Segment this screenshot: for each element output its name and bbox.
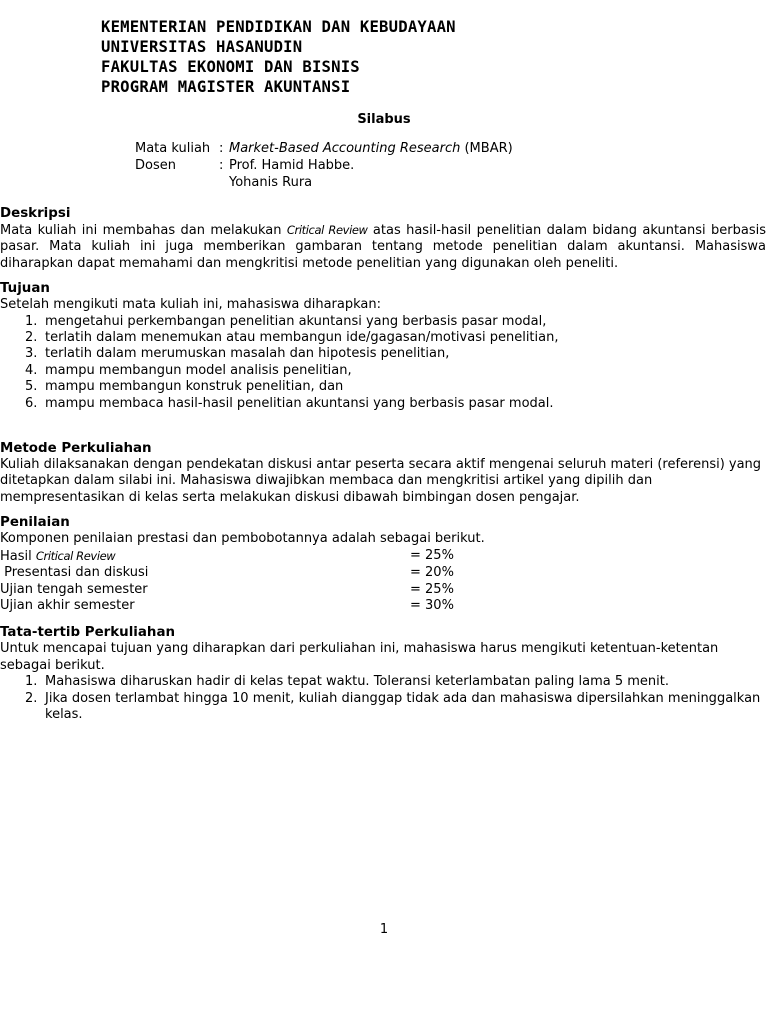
- lecturer-separator: :: [219, 158, 224, 173]
- penilaian-intro: Komponen penilaian prestasi dan pembobotannya adalah sebagai berikut.: [0, 531, 485, 547]
- list-text: Jika dosen terlambat hingga 10 menit, kuliah dianggap tidak ada dan mahasiswa dipersilahkan meninggalkan kelas.: [45, 690, 761, 722]
- list-item: [0, 346, 766, 362]
- grading-row: [0, 565, 766, 581]
- list-number: 2.: [25, 690, 38, 706]
- tujuan-intro: Setelah mengikuti mata kuliah ini, mahasiswa diharapkan:: [0, 297, 381, 313]
- list-text: terlatih dalam merumuskan masalah dan hipotesis penelitian,: [45, 346, 450, 362]
- header-line-program: PROGRAM MAGISTER AKUNTANSI: [101, 78, 351, 96]
- header-line-ministry: KEMENTERIAN PENDIDIKAN DAN KEBUDAYAAN: [101, 18, 456, 36]
- list-number: 4.: [25, 362, 38, 378]
- list-number: 6.: [25, 395, 38, 411]
- grading-weight: = 25%: [410, 581, 454, 597]
- document-body: [0, 205, 766, 723]
- tata-tertib-list: [0, 674, 766, 723]
- institution-header: [101, 17, 456, 97]
- course-code: (MBAR): [464, 141, 513, 156]
- course-label: Mata kuliah: [135, 141, 211, 156]
- deskripsi-paragraph: [0, 222, 766, 272]
- list-item: [0, 330, 766, 346]
- list-number: 5.: [25, 379, 38, 395]
- list-item: [0, 691, 766, 724]
- section-heading-tata-tertib: Tata-tertib Perkuliahan: [0, 625, 176, 641]
- course-value: [229, 140, 513, 157]
- grading-weight: = 30%: [410, 597, 454, 613]
- grading-label: Ujian akhir semester: [0, 597, 135, 613]
- deskripsi-critical-review: Critical Review: [286, 223, 368, 237]
- lecturer-label: Dosen: [135, 158, 176, 173]
- grading-label: [0, 548, 410, 565]
- grading-row: [0, 548, 766, 565]
- document-title: Silabus: [357, 112, 411, 127]
- course-name: Market-Based Accounting Research: [229, 141, 461, 156]
- grading-row: [0, 582, 766, 598]
- tujuan-list: [0, 314, 766, 412]
- section-heading-metode: Metode Perkuliahan: [0, 441, 152, 457]
- list-number: 1.: [25, 313, 38, 329]
- list-item: [0, 363, 766, 379]
- lecturer-name-1: Prof. Hamid Habbe.: [229, 158, 355, 173]
- deskripsi-text-start: Mata kuliah ini membahas dan melakukan: [0, 223, 287, 238]
- metode-paragraph: Kuliah dilaksanakan dengan pendekatan diskusi antar peserta secara aktif mengenai seluruh materi (referensi) yang ditetapkan dalam silabi ini. Mahasiswa diwajibkan membaca dan mengkritisi artikel yang dipilih dan mempresentasikan di kelas serta melakukan diskusi dibawah bimbingan dosen pengajar.: [0, 457, 762, 505]
- list-number: 1.: [25, 674, 38, 690]
- grading-row: [0, 598, 766, 614]
- grading-weight: = 25%: [410, 547, 454, 563]
- list-item: [0, 314, 766, 330]
- grading-label: Presentasi dan diskusi: [0, 565, 149, 581]
- deskripsi-text-end: atas hasil-hasil penelitian dalam bidang akuntansi berbasis pasar. Mata kuliah ini juga memberikan gambaran tentang metode penelitian dalam akuntansi. Mahasiswa diharapkan dapat memahami dan mengkritisi metode penelitian yang digunakan oleh peneliti.: [0, 223, 766, 271]
- list-text: mampu membangun model analisis penelitian,: [45, 362, 352, 378]
- list-item: [0, 379, 766, 395]
- list-text: terlatih dalam menemukan atau membangun ide/gagasan/motivasi penelitian,: [45, 330, 559, 346]
- list-number: 3.: [25, 346, 38, 362]
- list-item: [0, 674, 766, 690]
- tata-tertib-intro: Untuk mencapai tujuan yang diharapkan dari perkuliahan ini, mahasiswa harus mengikuti ketentuan-ketentan sebagai berikut.: [0, 641, 719, 673]
- list-item: [0, 396, 766, 412]
- course-info: [135, 140, 513, 191]
- page-number: 1: [379, 922, 389, 937]
- header-line-faculty: FAKULTAS EKONOMI DAN BISNIS: [101, 58, 360, 76]
- course-row: [135, 140, 513, 157]
- lecturer-row: [135, 157, 513, 174]
- section-heading-penilaian: Penilaian: [0, 515, 70, 531]
- list-number: 2.: [25, 330, 38, 346]
- list-text: mampu membaca hasil-hasil penelitian akuntansi yang berbasis pasar modal.: [45, 395, 554, 411]
- header-line-university: UNIVERSITAS HASANUDIN: [101, 38, 303, 56]
- course-separator: :: [219, 141, 224, 156]
- lecturer-name-2: Yohanis Rura: [229, 175, 313, 190]
- grading-label: Ujian tengah semester: [0, 581, 148, 597]
- list-text: Mahasiswa diharuskan hadir di kelas tepat waktu. Toleransi keterlambatan paling lama 5 menit.: [45, 674, 670, 690]
- section-heading-tujuan: Tujuan: [0, 281, 50, 297]
- grading-label-prefix: Hasil: [0, 548, 36, 564]
- grading-table: [0, 548, 766, 615]
- section-heading-deskripsi: Deskripsi: [0, 206, 71, 221]
- grading-label-italic: Critical Review: [35, 548, 116, 563]
- list-text: mengetahui perkembangan penelitian akuntansi yang berbasis pasar modal,: [45, 313, 547, 329]
- grading-weight: = 20%: [410, 565, 454, 581]
- list-text: mampu membangun konstruk penelitian, dan: [45, 379, 344, 395]
